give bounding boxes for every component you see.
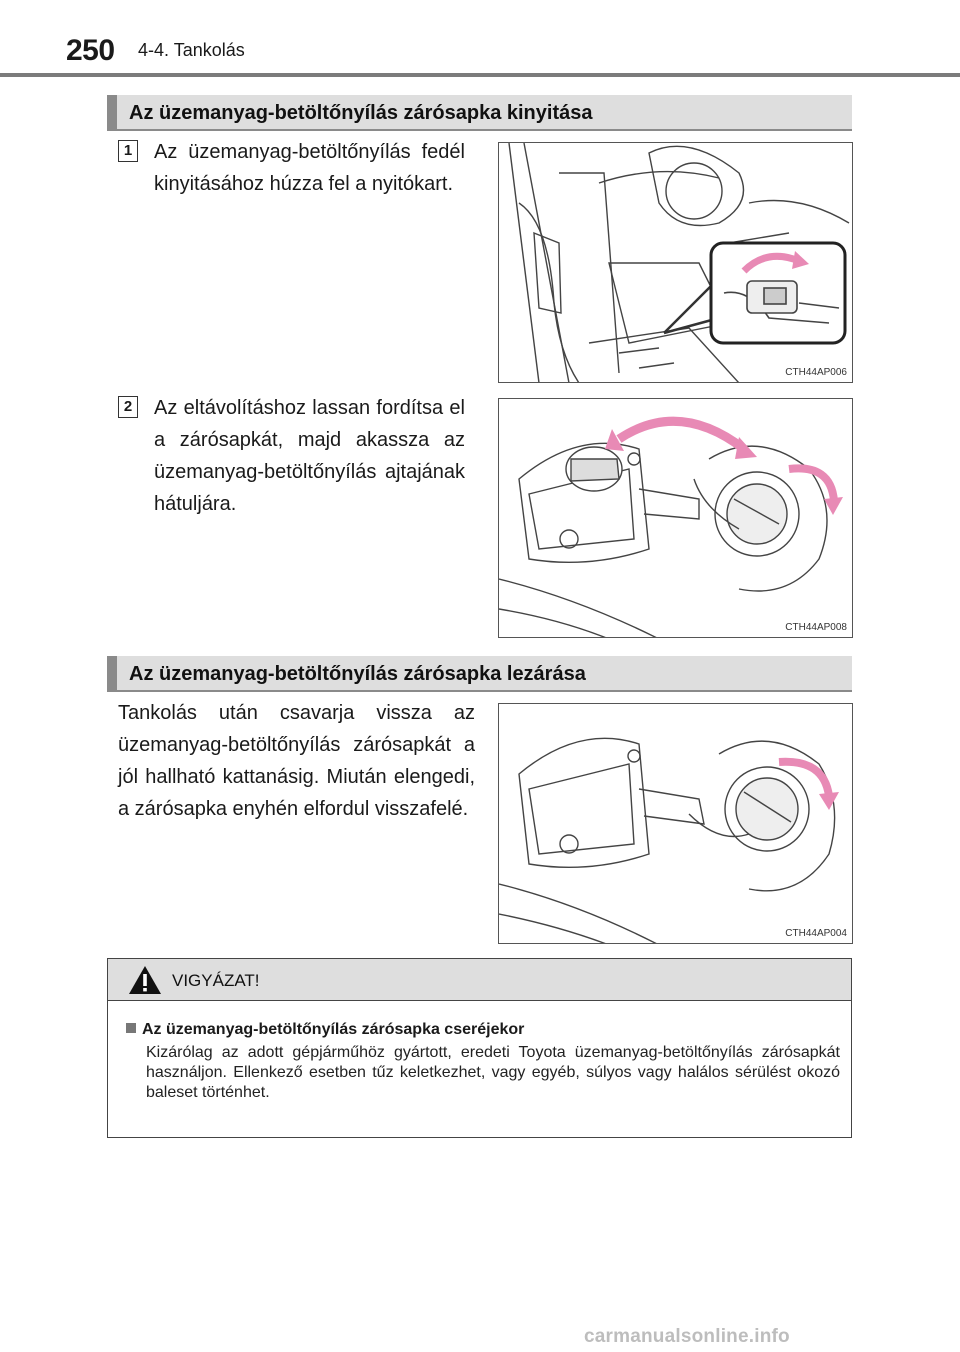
warning-header — [108, 959, 851, 1001]
section-header-close — [107, 656, 852, 692]
close-instructions-text: Tankolás után csavarja vissza az üzemanyag-betöltőnyílás zárósapkát a jól hallható kattanásig. Miután elengedi, a zárósapka enyhén elfordul visszafelé. — [118, 702, 475, 820]
section-title-open: Az üzemanyag-betöltőnyílás zárósapka kinyitása — [129, 102, 593, 124]
step-text-2: Az eltávolításhoz lassan fordítsa el a zárósapkát, majd akassza az üzemanyag-betöltőnyílás ajtajának hátuljára. — [154, 397, 465, 515]
illustration-cabin-lever — [499, 143, 853, 383]
step-number-2: 2 — [118, 396, 138, 418]
top-rule — [0, 73, 960, 77]
watermark: carmanualsonline.info — [584, 1326, 790, 1347]
chapter-title: 4-4. Tankolás — [138, 40, 245, 60]
warning-item-title-text: Az üzemanyag-betöltőnyílás zárósapka cseréjekor — [142, 1021, 525, 1038]
illustration-remove-cap — [499, 399, 853, 638]
section-header-open — [107, 95, 852, 131]
square-bullet-icon — [126, 1023, 136, 1033]
warning-triangle-icon — [128, 965, 162, 995]
figure-code-3: CTH44AP004 — [785, 928, 847, 939]
figure-opener-lever — [498, 142, 853, 383]
warning-item-title — [126, 1021, 524, 1039]
figure-remove-cap — [498, 398, 853, 638]
illustration-close-cap — [499, 704, 853, 944]
warning-item-text: Kizárólag az adott gépjárműhöz gyártott, eredeti Toyota üzemanyag-betöltőnyílás zárósapkát használjon. Ellenkező esetben tűz keletkezhet, vagy egyéb, súlyos vagy halálos sérülést okozó baleset történhet. — [146, 1044, 840, 1101]
section-title-close: Az üzemanyag-betöltőnyílás zárósapka lezárása — [129, 663, 586, 685]
figure-close-cap — [498, 703, 853, 944]
warning-title: VIGYÁZAT! — [172, 971, 260, 990]
step-text-1: Az üzemanyag-betöltőnyílás fedél kinyitásához húzza fel a nyitókart. — [154, 141, 465, 195]
figure-code-1: CTH44AP006 — [785, 367, 847, 378]
step-number-1: 1 — [118, 140, 138, 162]
warning-box — [107, 958, 852, 1138]
figure-code-2: CTH44AP008 — [785, 622, 847, 633]
page-number: 250 — [66, 34, 115, 67]
